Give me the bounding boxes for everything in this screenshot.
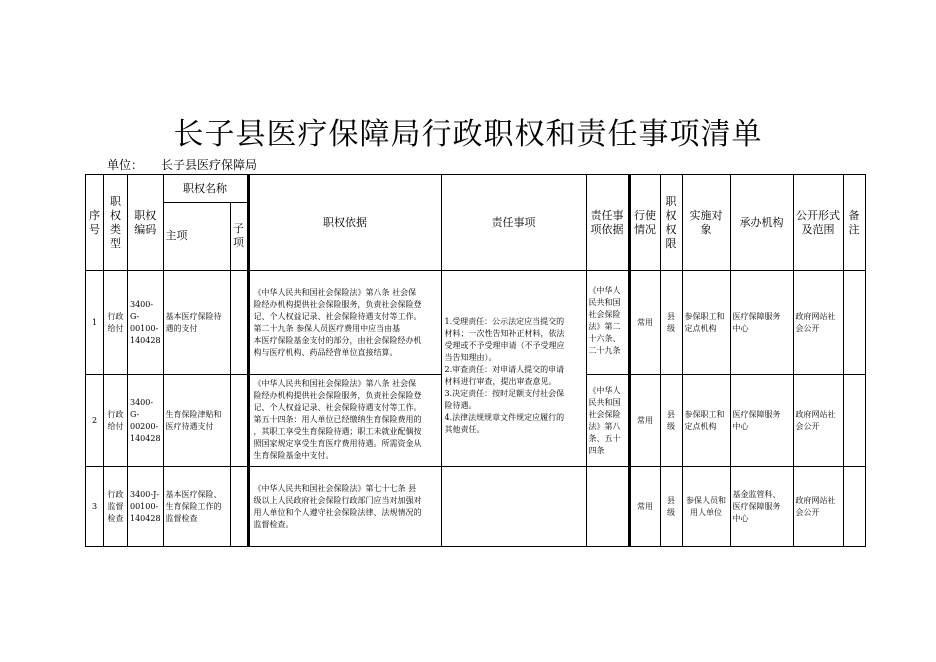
table-row — [86, 467, 866, 547]
unit-name: 长子县医疗保障局 — [161, 158, 258, 172]
row-main-item: 基本医疗保险待 遇的支付 — [163, 271, 230, 375]
row-code: 3400-J- 00100- 140428 — [128, 467, 164, 547]
row-resp-basis: 《中华人 民共和国 社会保险 法》第八 条、五十 四条 — [586, 375, 629, 467]
row-seq: 3 — [86, 467, 104, 547]
row-seq: 2 — [86, 375, 104, 467]
header-remark: 备 注 — [843, 175, 865, 271]
row-sub-item — [230, 375, 248, 467]
header-level: 职 权 权 限 — [660, 175, 682, 271]
row-publicity: 政府网站社 会公开 — [793, 375, 843, 467]
row-target: 参保职工和 定点机构 — [682, 271, 730, 375]
row-basis: 《中华人民共和国社会保险法》第七十七条 县 级以上人民政府社会保险行政部门应当对加强对 用人单位和个人遵守社会保险法律、法规情况的 监督检查。 — [248, 467, 441, 547]
row-level: 县 级 — [660, 467, 682, 547]
row-usage: 常用 — [629, 271, 660, 375]
header-basis: 职权依据 — [248, 175, 441, 271]
row-usage: 常用 — [629, 375, 660, 467]
row-usage: 常用 — [629, 467, 660, 547]
row-basis: 《中华人民共和国社会保险法》第八条 社会保 险经办机构提供社会保险服务，负责社会保险登 记、个人权益记录、社会保险待遇支付等工作。 第二十九条 参保人员医疗费用中应当由基 本医疗保险基金支付的部分，由社会保险经办机 构与医疗机构、药品经营单位直接结算。 — [248, 271, 441, 375]
header-type: 职 权 类 型 — [104, 175, 128, 271]
row-agency: 基金监管科、 医疗保障服务 中心 — [730, 467, 793, 547]
row-type: 行政 给付 — [104, 375, 128, 467]
header-target: 实施对象 — [682, 175, 730, 271]
header-resp-basis: 责任事 项依据 — [586, 175, 629, 271]
header-sub-item: 子 项 — [230, 203, 248, 271]
row-remark — [843, 375, 865, 467]
row-responsibility: 1.受理责任：公示法定应当提交的 材料；一次性告知补正材料，依法 受理或不予受理申请（不予受理应 当告知理由）。 2.审查责任：对申请人提交的申请 材料进行审查，提出审查意见。 3.决定责任：按时足额支付社会保 险待遇。 4.法律法规规章文件规定应履行的 其他责任。 — [441, 271, 586, 467]
row-responsibility-empty — [441, 467, 586, 547]
row-basis: 《中华人民共和国社会保险法》第八条 社会保 险经办机构提供社会保险服务，负责社会保险登 记、个人权益记录、社会保险待遇支付等工作。 第五十四条：用人单位已经缴纳生育保险费用的 ，其职工享受生育保险待遇；职工未就业配偶按 照国家规定享受生育医疗费用待遇。所需资金从 生育保险基金中支付。 — [248, 375, 441, 467]
row-sub-item — [230, 467, 248, 547]
header-agency: 承办机构 — [730, 175, 793, 271]
row-code: 3400-G- 00100- 140428 — [128, 271, 164, 375]
row-level: 县 级 — [660, 271, 682, 375]
row-remark — [843, 467, 865, 547]
row-target: 参保人员和 用人单位 — [682, 467, 730, 547]
row-type: 行政 给付 — [104, 271, 128, 375]
header-seq: 序 号 — [86, 175, 104, 271]
header-code: 职权 编码 — [128, 175, 164, 271]
row-resp-basis — [586, 467, 629, 547]
row-sub-item — [230, 271, 248, 375]
row-resp-basis: 《中华人 民共和国 社会保险 法》第二 十六条、 二十九条 — [586, 271, 629, 375]
header-publicity: 公开形式 及范围 — [793, 175, 843, 271]
row-main-item: 生育保险津贴和 医疗待遇支付 — [163, 375, 230, 467]
row-target: 参保职工和 定点机构 — [682, 375, 730, 467]
row-seq: 1 — [86, 271, 104, 375]
row-publicity: 政府网站社 会公开 — [793, 467, 843, 547]
row-main-item: 基本医疗保险、 生育保险工作的 监督检查 — [163, 467, 230, 547]
header-name-group: 职权名称 — [163, 175, 248, 203]
header-responsibility: 责任事项 — [441, 175, 586, 271]
row-code: 3400-G- 00200- 140428 — [128, 375, 164, 467]
table-row — [86, 271, 866, 375]
authority-table — [85, 174, 866, 547]
row-agency: 医疗保障服务 中心 — [730, 271, 793, 375]
row-publicity: 政府网站社 会公开 — [793, 271, 843, 375]
unit-line — [107, 157, 257, 173]
page-title: 长子县医疗保障局行政职权和责任事项清单 — [173, 117, 763, 152]
unit-label: 单位： — [107, 158, 144, 172]
row-level: 县 级 — [660, 375, 682, 467]
header-usage: 行使 情况 — [629, 175, 660, 271]
row-agency: 医疗保障服务 中心 — [730, 375, 793, 467]
row-type: 行政 监督 检查 — [104, 467, 128, 547]
row-remark — [843, 271, 865, 375]
header-main-item: 主项 — [163, 203, 230, 271]
